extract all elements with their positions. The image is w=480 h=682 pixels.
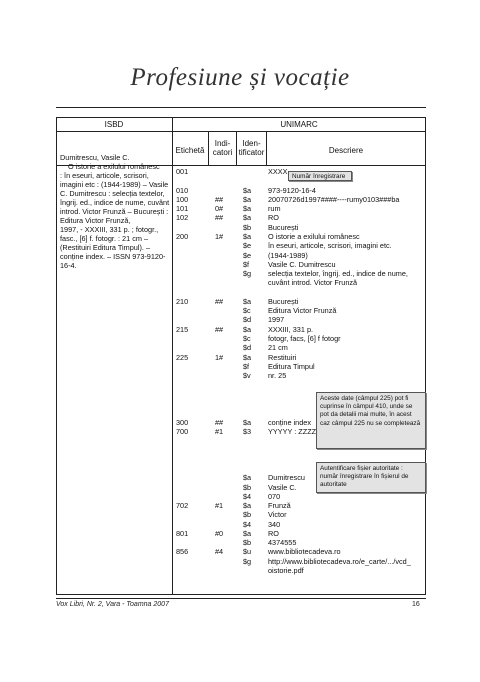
isbd-line: conține index. – ISSN 973-9120- <box>60 252 166 261</box>
row-indicator: 0# <box>215 204 224 214</box>
row-indicator: ## <box>215 417 224 427</box>
row-tag: 010 <box>176 185 189 195</box>
row-description: (1944-1989) <box>268 250 308 260</box>
row-description: http://www.bibliotecadeva.ro/e_carte/.../vcd_ <box>268 556 411 566</box>
row-description: Frunză <box>268 501 291 511</box>
row-description: București <box>268 222 299 232</box>
row-description: RO <box>268 213 279 223</box>
footer-rule <box>56 598 426 599</box>
isbd-line: : în eseuri, articole, scrisori, <box>60 171 149 180</box>
row-identifier: $f <box>243 361 250 371</box>
row-identifier: $g <box>243 556 252 566</box>
row-indicator: ## <box>215 213 224 223</box>
row-identifier: $a <box>243 352 252 362</box>
row-description: București <box>268 296 299 306</box>
page-number: 16 <box>412 601 420 608</box>
row-tag: 215 <box>176 324 189 334</box>
isbd-line: Editura Victor Frunză, <box>60 216 131 225</box>
row-identifier: $a <box>243 417 252 427</box>
row-description: RO <box>268 528 279 538</box>
row-description: 4374555 <box>268 538 297 548</box>
row-description: 1997 <box>268 315 285 325</box>
row-description: fotogr, facs, [6] f fotogr <box>268 334 341 344</box>
row-description: 973-9120-16-4 <box>268 185 316 195</box>
header-eticheta: Etichetă <box>175 146 205 155</box>
row-identifier: $g <box>243 269 252 279</box>
row-identifier: $4 <box>243 519 252 529</box>
row-description: Editura Timpul <box>268 361 315 371</box>
isbd-line: 1997, - XXXIII, 331 p. ; fotogr., <box>60 225 159 234</box>
row-identifier: $a <box>243 231 252 241</box>
row-description: cuvânt introd. Victor Frunză <box>268 278 358 288</box>
row-identifier: $d <box>243 343 252 353</box>
row-description: Restituiri <box>268 352 297 362</box>
row-tag: 102 <box>176 213 189 223</box>
row-indicator: ## <box>215 324 224 334</box>
page-title: Profesiune și vocație <box>130 64 350 91</box>
isbd-line: introd. Victor Frunză – București : <box>60 207 169 216</box>
row-identifier: $a <box>243 501 252 511</box>
isbd-line: O istorie a exilului românesc <box>68 162 160 171</box>
row-identifier: $v <box>243 371 251 381</box>
row-indicator: ## <box>215 296 224 306</box>
header-divider <box>56 131 426 132</box>
header-descriere: Descriere <box>328 146 364 155</box>
header-isbd: ISBD <box>104 120 124 129</box>
authority-note: Autentificare fișier autoritate : număr înregistrare în fișierul de autoritate <box>316 462 426 493</box>
row-description: conține index <box>268 417 312 427</box>
row-description: 340 <box>268 519 281 529</box>
row-indicator: ## <box>215 194 224 204</box>
row-indicator: 1# <box>215 231 224 241</box>
title-rule <box>56 107 426 108</box>
row-identifier: $c <box>243 334 251 344</box>
row-description: 20070726d1997####----rumy0103###ba <box>268 194 400 204</box>
row-identifier: $b <box>243 510 252 520</box>
row-identifier: $3 <box>243 426 252 436</box>
isbd-line: C. Dumitrescu : selecția textelor, <box>60 189 165 198</box>
row-identifier: $c <box>243 306 251 316</box>
row-identifier: $a <box>243 194 252 204</box>
row-identifier: $u <box>243 547 252 557</box>
row-indicator: 1# <box>215 352 224 362</box>
row-description: oistorie.pdf <box>268 566 304 576</box>
row-identifier: $a <box>243 296 252 306</box>
row-description: în eseuri, articole, scrisori, imagini etc. <box>268 241 392 251</box>
row-identifier: $b <box>243 222 252 232</box>
row-description: www.bibliotecadeva.ro <box>268 547 341 557</box>
row-description: XXXX <box>268 167 288 176</box>
row-tag: 001 <box>176 167 189 176</box>
row-identifier: $e <box>243 241 252 251</box>
row-description: Vasile C. <box>268 482 297 492</box>
isbd-line: imagini etc : (1944-1989) – Vasile <box>60 180 169 189</box>
row-indicator: #1 <box>215 501 224 511</box>
row-tag: 210 <box>176 296 189 306</box>
isbd-line: (Restituiri Editura Timpul). – <box>60 243 151 252</box>
row-description: YYYYY : ZZZZ <box>268 426 317 436</box>
header-indicatori: Indi-catori <box>212 139 233 157</box>
row-tag: 702 <box>176 501 189 511</box>
row-identifier: $a <box>243 213 252 223</box>
row-identifier: $b <box>243 538 252 548</box>
row-tag: 200 <box>176 231 189 241</box>
row-description: 21 cm <box>268 343 288 353</box>
collection-note: Aceste date (câmpul 225) pot fi cuprinse în câmpul 410, unde se pot da detalii mai multe, în acest caz câmpul 225 nu se completează <box>316 392 426 449</box>
row-identifier: $a <box>243 185 252 195</box>
isbd-line: 16-4. <box>60 261 77 270</box>
row-identifier: $a <box>243 324 252 334</box>
row-description: Vasile C. Dumitrescu <box>268 259 336 269</box>
row-description: O istorie a exilului românesc <box>268 231 360 241</box>
row-tag: 100 <box>176 194 189 204</box>
row-description: Victor <box>268 510 287 520</box>
row-description: XXXIII, 331 p. <box>268 324 314 334</box>
row-tag: 225 <box>176 352 189 362</box>
row-identifier: $f <box>243 259 250 269</box>
row-description: selecția textelor, îngrij. ed., indice de nume, <box>268 269 408 279</box>
row-indicator: #4 <box>215 547 224 557</box>
row-identifier: $d <box>243 315 252 325</box>
isbd-description <box>60 153 173 270</box>
row-description: rum <box>268 204 281 214</box>
row-identifier: $e <box>243 250 252 260</box>
row-identifier: $a <box>243 204 252 214</box>
row-indicator: #0 <box>215 528 224 538</box>
header-identificator: Iden-tificator <box>238 139 265 157</box>
header-unimarc: UNIMARC <box>280 120 318 129</box>
row-tag: 801 <box>176 528 189 538</box>
row-tag: 101 <box>176 204 189 214</box>
row-description: Dumitrescu <box>268 473 305 483</box>
row-identifier: $4 <box>243 491 252 501</box>
row-indicator: #1 <box>215 426 224 436</box>
isbd-line: Dumitrescu, Vasile C. <box>60 153 130 162</box>
row-description: Editura Victor Frunză <box>268 306 337 316</box>
row-identifier: $b <box>243 482 252 492</box>
registration-number-note: Număr înregistrare <box>288 171 352 181</box>
row-description: nr. 25 <box>268 371 287 381</box>
row-description: 070 <box>268 491 281 501</box>
row-tag: 856 <box>176 547 189 557</box>
unimarc-header-bottom <box>172 165 426 166</box>
isbd-line: fasc., [6] f. fotogr. : 21 cm – <box>60 234 149 243</box>
row-identifier: $a <box>243 473 252 483</box>
isbd-line: îngrij. ed., indice de nume, cuvânt <box>60 198 170 207</box>
row-tag: 700 <box>176 426 189 436</box>
footer-journal: Vox Libri, Nr. 2, Vara - Toamna 2007 <box>56 601 169 608</box>
row-identifier: $a <box>243 528 252 538</box>
row-tag: 300 <box>176 417 189 427</box>
